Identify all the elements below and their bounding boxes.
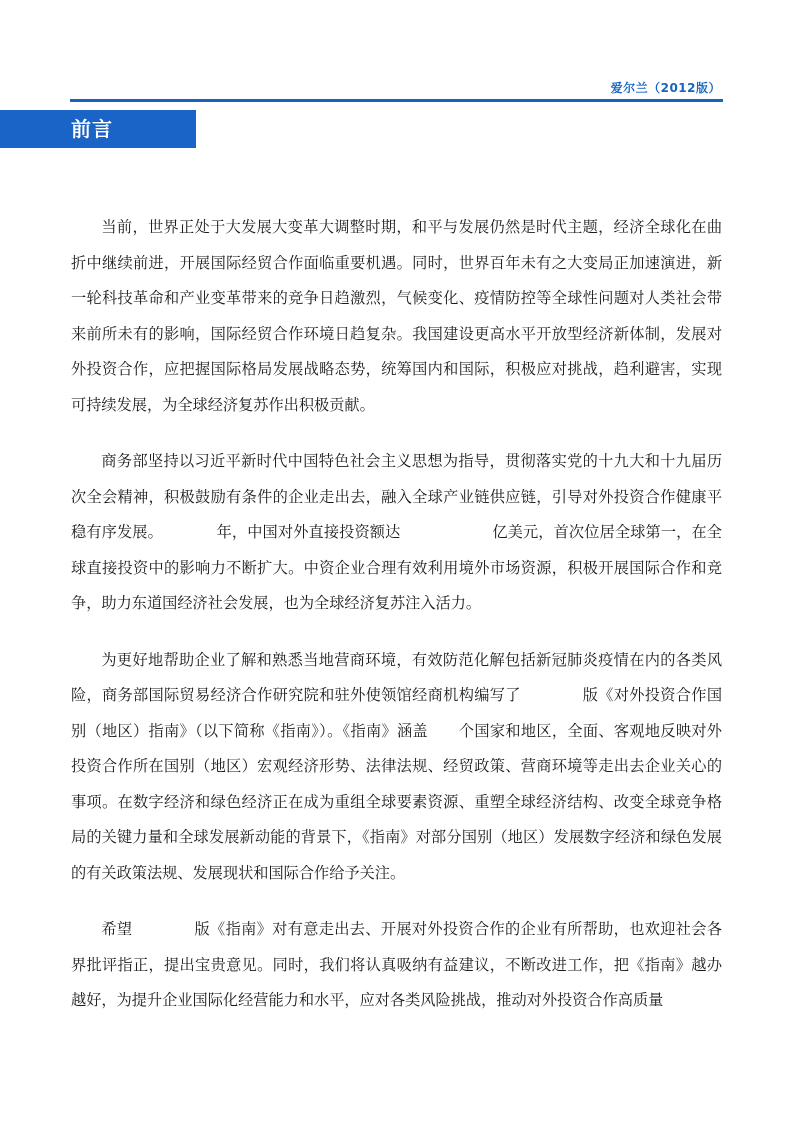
section-banner xyxy=(0,110,196,148)
paragraph-1: 当前，世界正处于大发展大变革大调整时期，和平与发展仍然是时代主题，经济全球化在曲折中继续前进，开展国际经贸合作面临重要机遇。同时，世界百年未有之大变局正加速演进，新一轮科技革命和产业变革带来的竞争日趋激烈，气候变化、疫情防控等全球性问题对人类社会带来前所未有的影响，国际经贸合作环境日趋复杂。我国建设更高水平开放型经济新体制，发展对外投资合作，应把握国际格局发展战略态势，统筹国内和国际，积极应对挑战，趋利避害，实现可持续发展，为全球经济复苏作出积极贡献。 xyxy=(71,218,722,414)
running-header: 爱尔兰（2012版） xyxy=(610,81,721,95)
body-text xyxy=(71,210,722,1040)
paragraph-4: 希望 版《指南》对有意走出去、开展对外投资合作的企业有所帮助，也欢迎社会各界批评指正，提出宝贵意见。同时，我们将认真吸纳有益建议，不断改进工作，把《指南》越办越好，为提升企业国际化经营能力和水平，应对各类风险挑战，推动对外投资合作高质量 xyxy=(71,920,722,1009)
section-title: 前言 xyxy=(71,117,113,141)
header-rule xyxy=(70,99,723,102)
paragraph-2: 商务部坚持以习近平新时代中国特色社会主义思想为指导，贯彻落实党的十九大和十九届历次全会精神，积极鼓励有条件的企业走出去，融入全球产业链供应链，引导对外投资合作健康平稳有序发展。 年，中国对外直接投资额达 亿美元，首次位居全球第一，在全球直接投资中的影响力不断扩大。中资企业合理有效利用境外市场资源，积极开展国际合作和竞争，助力东道国经济社会发展，也为全球经济复苏注入活力。 xyxy=(71,452,722,612)
paragraph-3: 为更好地帮助企业了解和熟悉当地营商环境，有效防范化解包括新冠肺炎疫情在内的各类风险，商务部国际贸易经济合作研究院和驻外使领馆经商机构编写了 版《对外投资合作国别（地区）指南》（以下简称《指南》）。《指南》涵盖 个国家和地区，全面、客观地反映对外投资合作所在国别（地区）宏观经济形势、法律法规、经贸政策、营商环境等走出去企业关心的事项。在数字经济和绿色经济正在成为重组全球要素资源、重塑全球经济结构、改变全球竞争格局的关键力量和全球发展新动能的背景下，《指南》对部分国别（地区）发展数字经济和绿色发展的有关政策法规、发展现状和国际合作给予关注。 xyxy=(71,650,722,882)
